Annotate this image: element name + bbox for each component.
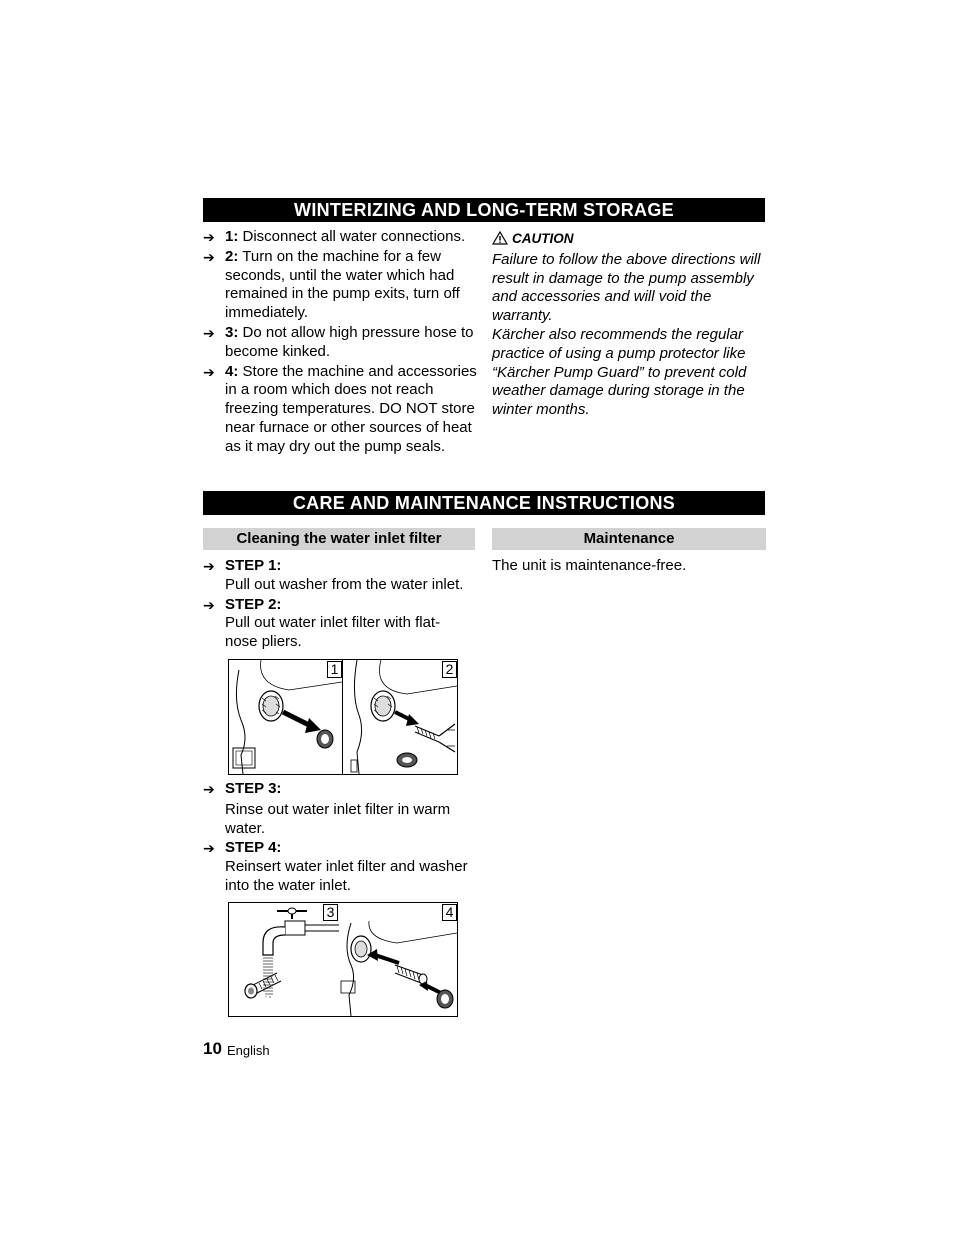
illustration-reinsert-filter	[339, 903, 457, 1016]
arrow-right-icon: ➔	[203, 596, 215, 613]
section-title-winterizing: WINTERIZING AND LONG-TERM STORAGE	[203, 198, 765, 222]
figure-panel-3	[229, 903, 339, 1016]
arrow-right-icon: ➔	[203, 229, 215, 245]
figure-steps-3-4	[228, 902, 458, 1017]
figure-label-3: 3	[323, 904, 338, 921]
list-item: ➔ STEP 3: Rinse out water inlet filter in warm water.	[203, 780, 451, 837]
arrow-right-icon: ➔	[203, 840, 215, 857]
list-item: ➔ 1: Disconnect all water connections.	[203, 228, 466, 245]
maintenance-text: The unit is maintenance-free.	[492, 557, 687, 574]
illustration-remove-washer	[229, 660, 342, 774]
figure-panel-2	[343, 660, 457, 774]
list-item: ➔ 4: Store the machine and accessories in a room which does not reach freezing temperatures. DO NOT store near furnace or other sources of heat as it may dry out the pump seals.	[203, 362, 477, 455]
caution-block	[492, 230, 764, 420]
illustration-pull-filter	[343, 660, 457, 774]
figure-panel-1	[229, 660, 343, 774]
page-number: 10	[203, 1039, 222, 1058]
figure-label-1: 1	[327, 661, 342, 678]
figure-steps-1-2	[228, 659, 458, 775]
figure-label-4: 4	[442, 904, 457, 921]
caution-text-1: Failure to follow the above directions will result in damage to the pump assembly and accessories and will void the warranty.	[492, 250, 761, 325]
list-item: ➔ STEP 4: Reinsert water inlet filter and washer into the water inlet.	[203, 839, 468, 894]
subsection-title-cleaning: Cleaning the water inlet filter	[203, 528, 475, 550]
subsection-title-maintenance: Maintenance	[492, 528, 766, 550]
arrow-right-icon: ➔	[203, 363, 215, 380]
winterizing-steps	[203, 228, 478, 458]
list-item: ➔ 2: Turn on the machine for a few seconds, until the water which had remained in the pump exits, turn off immediately.	[203, 247, 460, 322]
arrow-right-icon: ➔	[203, 781, 215, 797]
cleaning-steps-b	[203, 780, 478, 897]
list-item: ➔ STEP 2: Pull out water inlet filter with flat-nose pliers.	[203, 595, 441, 651]
arrow-right-icon: ➔	[203, 558, 215, 574]
caution-title: CAUTION	[512, 231, 574, 246]
cleaning-steps-a	[203, 557, 478, 653]
warning-triangle-icon	[492, 231, 508, 245]
arrow-right-icon: ➔	[203, 248, 215, 265]
list-item: ➔ 3: Do not allow high pressure hose to become kinked.	[203, 323, 474, 360]
list-item: ➔ STEP 1: Pull out washer from the water inlet.	[203, 557, 464, 593]
page-language: English	[227, 1043, 270, 1058]
arrow-right-icon: ➔	[203, 324, 215, 341]
figure-label-2: 2	[442, 661, 457, 678]
figure-panel-4	[339, 903, 457, 1016]
section-title-care: CARE AND MAINTENANCE INSTRUCTIONS	[203, 491, 765, 515]
caution-text-2: Kärcher also recommends the regular practice of using a pump protector like “Kärcher Pump Guard” to prevent cold weather damage during storage in the winter months.	[492, 325, 747, 419]
